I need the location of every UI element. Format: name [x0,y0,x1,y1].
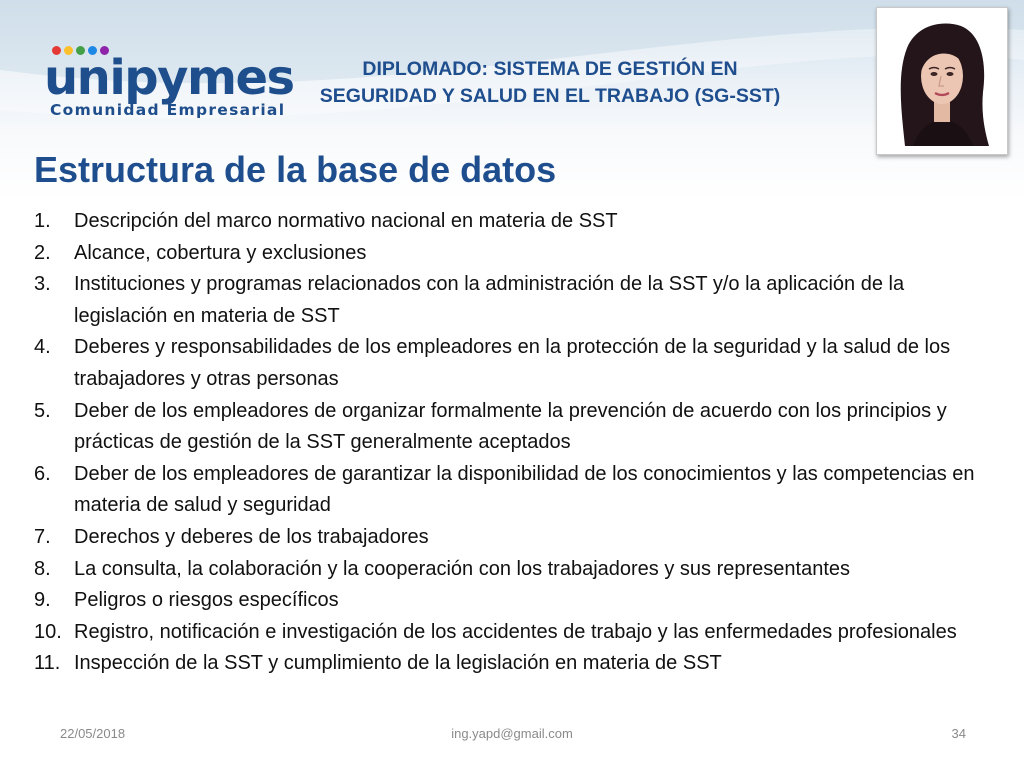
list-item-number: 9. [34,589,51,612]
list-item [34,585,994,617]
list-item-text: Deber de los empleadores de garantizar la disponibilidad de los conocimientos y las competencias en materia de salud y seguridad [74,462,975,517]
slide-title: Estructura de la base de datos [34,149,557,190]
list-item [34,238,994,270]
list-item-text: Derechos y deberes de los trabajadores [74,525,429,548]
list-item [34,522,994,554]
logo-tagline: Comunidad Empresarial [50,101,286,119]
course-title-line-2: SEGURIDAD Y SALUD EN EL TRABAJO (SG-SST) [319,85,781,107]
list-item-number: 2. [34,241,51,264]
list-item-number: 4. [34,336,51,359]
footer-email: ing.yapd@gmail.com [451,726,573,741]
presenter-photo [876,7,1008,155]
list-item [34,648,994,680]
list-item-number: 5. [34,399,51,422]
list-item-text: Deberes y responsabilidades de los empleadores en la protección de la seguridad y la salud de los trabajadores y otras personas [74,336,951,390]
list-item [34,617,994,649]
logo-wordmark: unipymes [44,50,294,106]
list-item [34,554,994,586]
list-item-text: Registro, notificación e investigación de los accidentes de trabajo y las enfermedades profesionales [74,620,957,643]
list-item-number: 3. [34,273,51,296]
footer-date: 22/05/2018 [60,726,126,741]
list-item [34,206,994,238]
list-item-number: 6. [34,462,51,485]
list-item-text: Deber de los empleadores de organizar formalmente la prevención de acuerdo con los principios y prácticas de gestión de la SST generalmente aceptados [74,399,947,454]
presenter-portrait-image [883,14,1001,146]
list-item-number: 10. [34,620,62,643]
list-item [34,396,994,459]
course-title [290,56,810,110]
list-item-text: Alcance, cobertura y exclusiones [74,241,367,264]
course-title-line-1: DIPLOMADO: SISTEMA DE GESTIÓN EN [362,58,738,80]
list-item-number: 8. [34,557,51,580]
list-item-text: Descripción del marco normativo nacional en materia de SST [74,210,618,232]
unipymes-logo [44,46,294,124]
list-item-text: Instituciones y programas relacionados con la administración de la SST y/o la aplicación de la legislación en materia de SST [74,273,905,327]
list-item [34,332,994,395]
list-item-text: Inspección de la SST y cumplimiento de la legislación en materia de SST [74,652,722,675]
content-list [34,206,994,680]
list-item [34,459,994,522]
list-item-number: 7. [34,525,51,548]
list-item [34,269,994,332]
list-item-number: 1. [34,210,51,232]
list-item-text: La consulta, la colaboración y la cooperación con los trabajadores y sus representantes [74,557,851,580]
slide-number: 34 [951,726,966,741]
list-item-number: 11. [34,652,61,675]
list-item-text: Peligros o riesgos específicos [74,589,339,612]
